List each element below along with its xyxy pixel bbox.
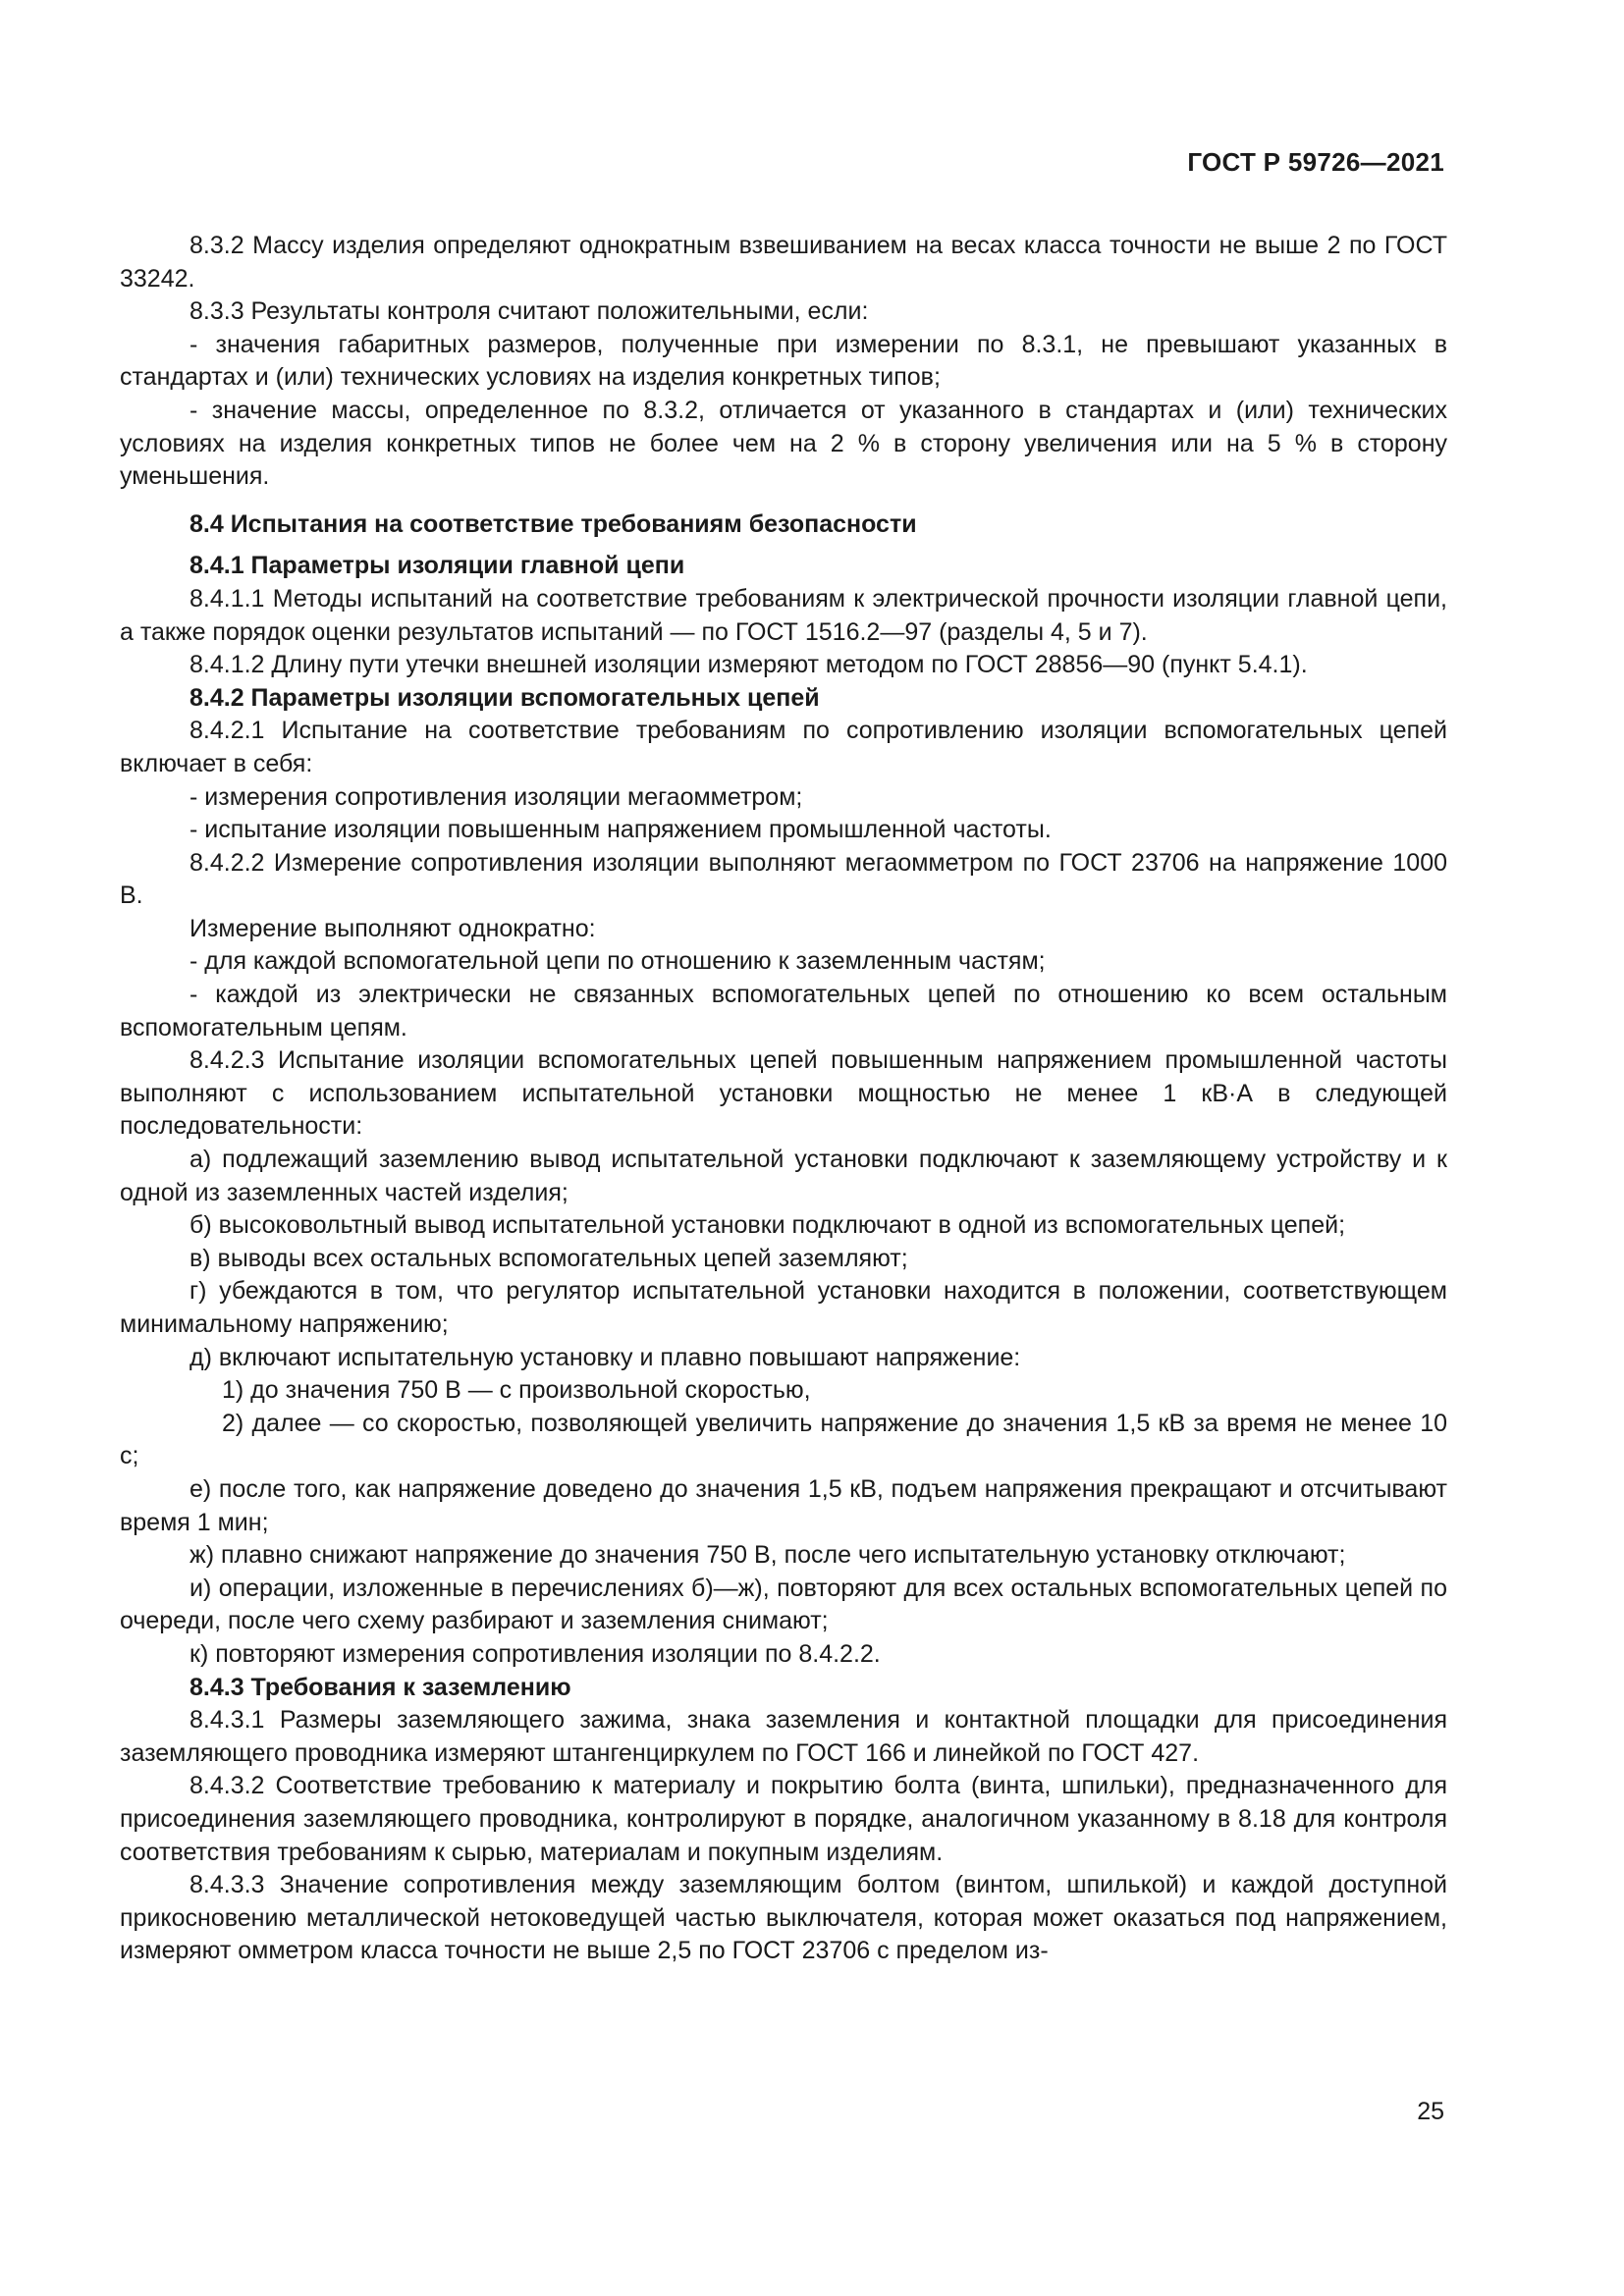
paragraph-8-4-3-2: 8.4.3.2 Соответствие требованию к материалу и покрытию болта (винта, шпильки), предназначенного для присоединения заземляющего проводника, контролируют в порядке, аналогичном указанному в 8.18 для контроля соответствия требованиям к сырью, материалам и покупным изделиям. <box>120 1772 1447 1866</box>
paragraph-8-4-2-2: 8.4.2.2 Измерение сопротивления изоляции выполняют мегаомметром по ГОСТ 23706 на напряжение 1000 В. <box>120 848 1447 910</box>
paragraph-8-4-1-1: 8.4.1.1 Методы испытаний на соответствие требованиям к электрической прочности изоляции главной цепи, а также порядок оценки результатов испытаний — по ГОСТ 1516.2—97 (разделы 4, 5 и 7). <box>120 584 1447 646</box>
list-item: - измерения сопротивления изоляции мегаомметром; <box>189 782 803 811</box>
subsection-heading-8-4-3: 8.4.3 Требования к заземлению <box>189 1673 571 1701</box>
enum-item: г) убеждаются в том, что регулятор испытательной установки находится в положении, соответствующем минимальному напряжению; <box>120 1277 1447 1338</box>
enum-item: б) высоковольтный вывод испытательной установки подключают в одной из вспомогательных цепей; <box>189 1211 1346 1240</box>
paragraph-8-4-3-3: 8.4.3.3 Значение сопротивления между заземляющим болтом (винтом, шпилькой) и каждой доступной прикосновению металлической нетоковедущей частью выключателя, которая может оказаться под напряжением, измеряют омметром класса точности не выше 2,5 по ГОСТ 23706 с пределом из- <box>120 1871 1447 1965</box>
paragraph-8-4-3-1: 8.4.3.1 Размеры заземляющего зажима, знака заземления и контактной площадки для присоединения заземляющего проводника измеряют штангенциркулем по ГОСТ 166 и линейкой по ГОСТ 427. <box>120 1706 1447 1767</box>
list-item: - значения габаритных размеров, полученные при измерении по 8.3.1, не превышают указанных в стандартах и (или) технических условиях на изделия конкретных типов; <box>120 330 1447 392</box>
subsection-heading-8-4-1: 8.4.1 Параметры изоляции главной цепи <box>189 552 685 580</box>
enum-item: е) после того, как напряжение доведено до значения 1,5 кВ, подъем напряжения прекращают и отсчитывают время 1 мин; <box>120 1474 1447 1536</box>
list-item: - значение массы, определенное по 8.3.2, отличается от указанного в стандартах и (или) технических условиях на изделия конкретных типов не более чем на 2 % в сторону увеличения или на 5 % в сторону уменьшения. <box>120 396 1447 491</box>
enum-item: д) включают испытательную установку и плавно повышают напряжение: <box>189 1343 1021 1371</box>
enum-sub-item: 2) далее — со скоростью, позволяющей увеличить напряжение до значения 1,5 кВ за время не менее 10 с; <box>120 1409 1447 1470</box>
enum-item: и) операции, изложенные в перечислениях б)—ж), повторяют для всех остальных вспомогательных цепей по очереди, после чего схему разбирают и заземления снимают; <box>120 1574 1447 1635</box>
paragraph-8-3-2: 8.3.2 Массу изделия определяют однократным взвешиванием на весах класса точности не выше 2 по ГОСТ 33242. <box>120 232 1447 293</box>
page-number: 25 <box>1417 2098 1444 2125</box>
enum-sub-item: 1) до значения 750 В — с произвольной скоростью, <box>222 1376 811 1405</box>
document-body <box>120 230 1447 1968</box>
enum-item: а) подлежащий заземлению вывод испытательной установки подключают к заземляющему устройству и к одной из заземленных частей изделия; <box>120 1146 1447 1206</box>
paragraph-8-3-3: 8.3.3 Результаты контроля считают положительными, если: <box>189 297 869 326</box>
section-heading-8-4: 8.4 Испытания на соответствие требованиям безопасности <box>189 509 917 538</box>
list-item: - для каждой вспомогательной цепи по отношению к заземленным частям; <box>189 947 1046 976</box>
list-item: - каждой из электрически не связанных вспомогательных цепей по отношению ко всем остальным вспомогательным цепям. <box>120 981 1447 1041</box>
document-header-standard: ГОСТ Р 59726—2021 <box>1187 147 1444 177</box>
enum-item: к) повторяют измерения сопротивления изоляции по 8.4.2.2. <box>189 1639 881 1668</box>
enum-item: в) выводы всех остальных вспомогательных цепей заземляют; <box>189 1244 908 1272</box>
paragraph: Измерение выполняют однократно: <box>189 914 596 942</box>
enum-item: ж) плавно снижают напряжение до значения 750 В, после чего испытательную установку отключают; <box>189 1541 1346 1570</box>
paragraph-8-4-2-3: 8.4.2.3 Испытание изоляции вспомогательных цепей повышенным напряжением промышленной частоты выполняют с использованием испытательной установки мощностью не менее 1 кВ·А в следующей последовательности: <box>120 1046 1447 1141</box>
paragraph-8-4-1-2: 8.4.1.2 Длину пути утечки внешней изоляции измеряют методом по ГОСТ 28856—90 (пункт 5.4.1). <box>189 651 1308 679</box>
list-item: - испытание изоляции повышенным напряжением промышленной частоты. <box>189 816 1052 844</box>
subsection-heading-8-4-2: 8.4.2 Параметры изоляции вспомогательных цепей <box>189 683 820 712</box>
paragraph-8-4-2-1: 8.4.2.1 Испытание на соответствие требованиям по сопротивлению изоляции вспомогательных цепей включает в себя: <box>120 717 1447 777</box>
